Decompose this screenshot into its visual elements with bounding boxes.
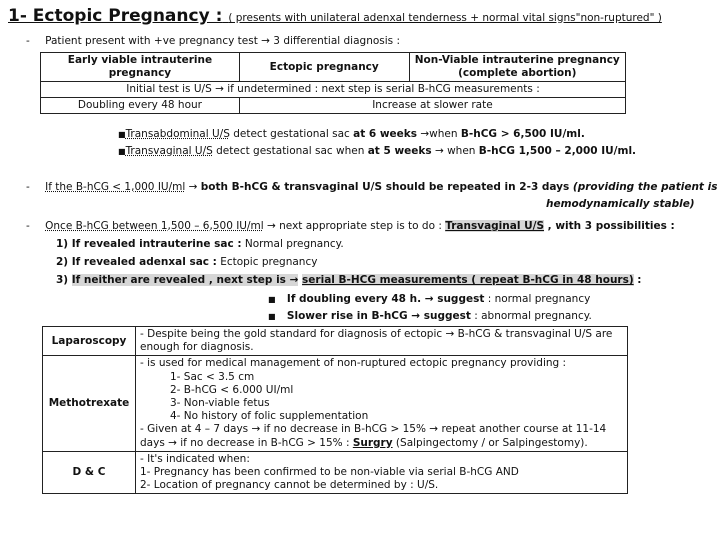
- bullet-underlined: Transabdominal U/S: [125, 128, 230, 140]
- methotrexate-label: Methotrexate: [43, 356, 136, 451]
- bullet-bold: B-hCG 1,500 – 2,000 IU/ml.: [478, 145, 637, 157]
- possibility-1: [56, 237, 344, 251]
- bullet-underlined: Transvaginal U/S: [125, 145, 213, 157]
- laparoscopy-label: Laparoscopy: [43, 327, 136, 356]
- text-line: - Despite being the gold standard for diagnosis of ectopic → B-hCG & transvaginal U/S are: [140, 328, 613, 340]
- square-bullet-icon: ■: [118, 130, 126, 139]
- possibility-label: 2) If revealed adenxal sac :: [56, 256, 217, 268]
- sub-bullet-slower: [268, 309, 592, 324]
- differential-diagnosis-table: [40, 52, 626, 114]
- dash-bullet: -: [26, 35, 30, 47]
- possibility-text: Ectopic pregnancy: [216, 256, 318, 268]
- text-line: [140, 437, 623, 450]
- para-underlined: If the B-hCG < 1,000 IU/ml: [45, 181, 186, 193]
- table-row: [43, 327, 628, 356]
- bullet-bold: B-hCG > 6,500 IU/ml.: [460, 128, 585, 140]
- table-row: [41, 98, 626, 114]
- text-line: enough for diagnosis.: [140, 341, 254, 354]
- laparoscopy-description: [136, 327, 628, 356]
- para-bold: , with 3 possibilities :: [544, 220, 675, 232]
- intro-text: Patient present with +ve pregnancy test → 3 differential diagnosis :: [45, 35, 401, 47]
- possibility-end: :: [633, 274, 642, 286]
- square-bullet-icon: ■: [118, 147, 126, 156]
- criteria-item: 2- B-hCG < 6.000 UI/ml: [170, 383, 294, 396]
- possibility-2: [56, 255, 317, 269]
- bullet-transabdominal: [118, 127, 585, 142]
- bullet-bold: at 6 weeks: [353, 128, 418, 140]
- table-row: [43, 451, 628, 494]
- header-cell: Ectopic pregnancy: [239, 53, 409, 82]
- square-bullet-icon: ■: [268, 312, 276, 321]
- possibility-label: 3): [56, 274, 72, 286]
- table-row: [41, 82, 626, 98]
- possibility-text: Normal pregnancy.: [241, 238, 344, 250]
- doubling-cell: Doubling every 48 hour: [41, 98, 240, 114]
- para-italic-continued: hemodynamically stable): [546, 198, 695, 210]
- table-row: [43, 356, 628, 451]
- para-bold: both B-hCG & transvaginal U/S should be repeated in 2-3 days: [200, 181, 570, 193]
- text-segment: (Salpingectomy / or Salpingestomy).: [392, 436, 588, 449]
- text-line: - It's indicated when:: [140, 452, 250, 465]
- bullet-text: →when: [417, 128, 461, 140]
- title-main: 1- Ectopic Pregnancy :: [8, 6, 223, 26]
- surgery-emphasis: Surgry: [352, 436, 393, 449]
- sub-bullet-label: If doubling every 48 h. → suggest: [286, 293, 485, 305]
- text-line: 1- Pregnancy has been confirmed to be non-viable via serial B-hCG AND: [140, 466, 519, 479]
- text-line: - Given at 4 – 7 days → if no decrease in B-hCG > 15% → repeat another course at 11-14: [140, 423, 607, 436]
- highlight-serial-bhcg: serial B-HCG measurements ( repeat B-hCG in 48 hours): [302, 274, 634, 286]
- table-header-row: [41, 53, 626, 82]
- sub-bullet-text: : abnormal pregnancy.: [470, 310, 592, 322]
- para-text: →: [185, 181, 201, 193]
- bullet-bold: at 5 weeks: [367, 145, 432, 157]
- dash-bullet: -: [26, 181, 30, 193]
- highlight-neither: If neither are revealed , next step is →: [71, 274, 299, 286]
- dc-label: D & C: [43, 451, 136, 494]
- header-cell: Early viable intrauterine pregnancy: [41, 53, 240, 82]
- dash-bullet: -: [26, 220, 30, 232]
- para-underlined: Once B-hCG between 1,500 – 6,500 IU/ml: [45, 220, 264, 232]
- para-text: → next appropriate step is to do :: [263, 220, 446, 232]
- management-table: [42, 326, 628, 494]
- criteria-item: 4- No history of folic supplementation: [170, 410, 369, 423]
- dc-description: [136, 451, 628, 494]
- bullet-transvaginal: [118, 144, 636, 159]
- hcg-between-line: [26, 219, 675, 233]
- text-line: 2- Location of pregnancy cannot be determined by : U/S.: [140, 479, 439, 492]
- text-line: - is used for medical management of non-ruptured ectopic pregnancy providing :: [140, 357, 567, 370]
- highlight-transvaginal: Transvaginal U/S: [445, 220, 545, 232]
- criteria-item: 3- Non-viable fetus: [170, 397, 270, 410]
- hcg-below-threshold-line: [26, 180, 717, 194]
- bullet-text: → when: [431, 145, 479, 157]
- methotrexate-description: [136, 356, 628, 451]
- sub-bullet-text: : normal pregnancy: [484, 293, 591, 305]
- intro-line: [26, 34, 400, 48]
- bullet-text: detect gestational sac: [229, 128, 354, 140]
- sub-bullet-label: Slower rise in B-hCG → suggest: [286, 310, 471, 322]
- text-segment: days → if no decrease in B-hCG > 15% :: [140, 436, 353, 449]
- initial-test-cell: Initial test is U/S → if undetermined : next step is serial B-hCG measurements :: [41, 82, 626, 98]
- square-bullet-icon: ■: [268, 295, 276, 304]
- page-title: [8, 6, 662, 26]
- title-subtitle: ( presents with unilateral adenxal tenderness + normal vital signs"non-ruptured" ): [228, 12, 662, 24]
- possibility-3: [56, 273, 642, 287]
- para-italic: (providing the patient is: [569, 181, 717, 193]
- header-cell: Non-Viable intrauterine pregnancy (complete abortion): [409, 53, 625, 82]
- possibility-label: 1) If revealed intrauterine sac :: [56, 238, 242, 250]
- sub-bullet-doubling: [268, 292, 590, 307]
- bullet-text: detect gestational sac when: [212, 145, 368, 157]
- slower-rate-cell: Increase at slower rate: [239, 98, 625, 114]
- criteria-item: 1- Sac < 3.5 cm: [170, 370, 255, 383]
